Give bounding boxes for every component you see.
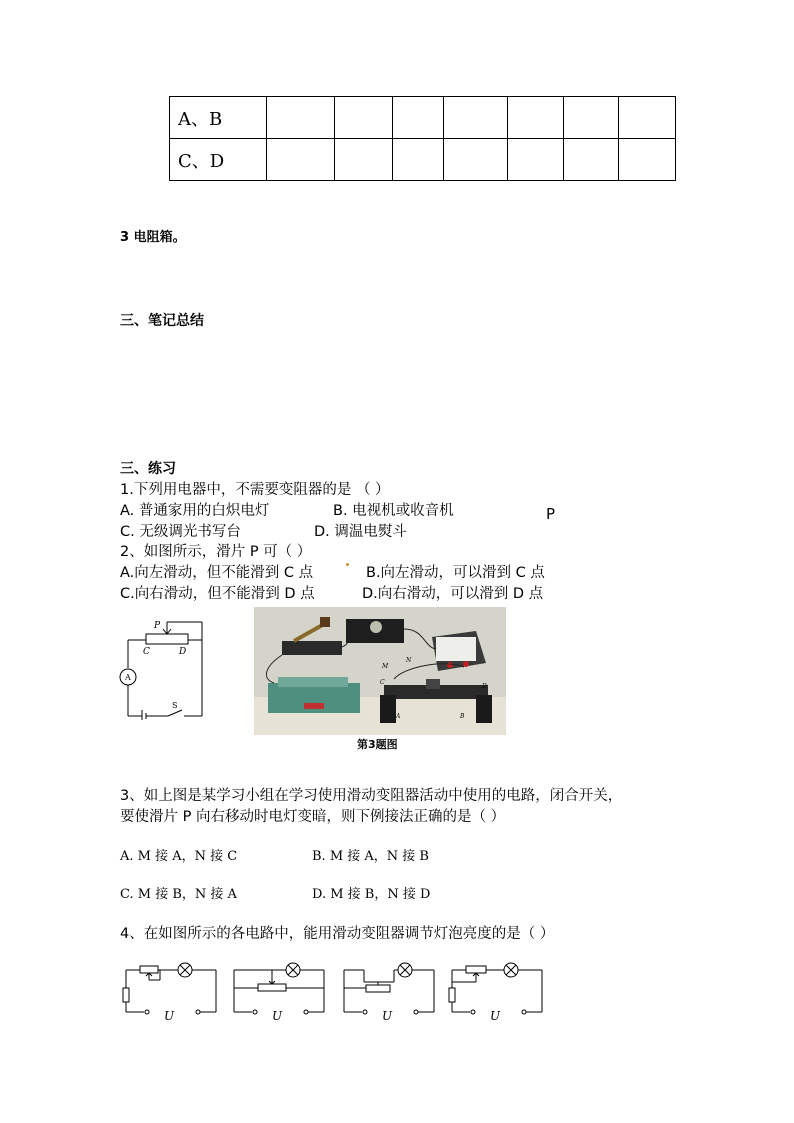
q3-option-c: C. M 接 B，N 接 A	[120, 887, 237, 902]
orange-dot	[346, 563, 349, 566]
q2-option-d: D.向右滑动，可以滑到 D 点	[362, 586, 544, 602]
table-cell	[619, 97, 676, 139]
q1-option-b: B. 电视机或收音机	[333, 503, 454, 519]
q2-option-c: C.向右滑动，但不能滑到 D 点	[120, 586, 315, 602]
row-label: C、D	[170, 139, 267, 181]
photo-label-a: A	[396, 713, 401, 720]
table-cell	[564, 139, 619, 181]
table-cell	[508, 139, 564, 181]
practice-heading: 三、练习	[120, 461, 176, 477]
q3-line1: 3、如上图是某学习小组在学习使用滑动变阻器活动中使用的电路，闭合开关，	[120, 788, 623, 804]
connection-table	[169, 96, 676, 181]
row-label: A、B	[170, 97, 267, 139]
u-label: U	[272, 1009, 283, 1023]
u-label: U	[382, 1009, 393, 1023]
q1-option-a: A. 普通家用的白炽电灯	[120, 503, 270, 519]
photo-label-n: N	[406, 657, 412, 664]
notes-heading: 三、笔记总结	[120, 313, 204, 329]
circuit-c	[344, 963, 434, 1014]
u-label: U	[164, 1009, 175, 1023]
table-cell	[508, 97, 564, 139]
q1-stem: 1.下列用电器中，不需要变阻器的是 （ ）	[120, 482, 390, 498]
q3-option-d: D. M 接 B，N 接 D	[312, 887, 431, 902]
table-cell	[335, 139, 393, 181]
ammeter-label: A	[125, 673, 131, 682]
q2-stem: 2、如图所示，滑片 P 可（ ）	[120, 544, 312, 560]
q4-circuit-diagrams	[120, 958, 550, 1024]
circuit-d	[449, 963, 542, 1014]
circuit-b	[234, 963, 324, 1014]
u-label: U	[490, 1009, 501, 1023]
photo-caption: 第3题图	[357, 738, 398, 751]
q1-option-d: D. 调温电熨斗	[314, 524, 407, 540]
rheostat-circuit-diagram	[116, 616, 212, 720]
q1-option-c: C. 无级调光书写台	[120, 524, 241, 540]
table-cell	[444, 139, 508, 181]
q2-option-a: A.向左滑动，但不能滑到 C 点	[120, 565, 314, 581]
table-cell	[619, 139, 676, 181]
photo-label-m: M	[382, 663, 389, 670]
table-cell	[267, 139, 335, 181]
table-cell	[335, 97, 393, 139]
label-s: S	[172, 701, 178, 710]
q4-stem: 4、在如图所示的各电路中，能用滑动变阻器调节灯泡亮度的是（ ）	[120, 926, 555, 942]
photo-label-b: B	[460, 713, 465, 720]
stray-p-label: P	[546, 505, 556, 523]
experiment-photo	[254, 607, 506, 735]
section-resistance-box: 3 电阻箱。	[120, 230, 186, 245]
label-p: P	[154, 621, 161, 631]
photo-label-c: C	[380, 679, 385, 686]
circuit-a	[123, 963, 216, 1014]
table-cell	[564, 97, 619, 139]
table-row	[170, 97, 676, 139]
q2-option-b: B.向左滑动，可以滑到 C 点	[366, 565, 545, 581]
q3-option-a: A. M 接 A，N 接 C	[120, 849, 238, 864]
q3-line2: 要使滑片 P 向右移动时电灯变暗，则下例接法正确的是（ ）	[120, 809, 506, 825]
table-row	[170, 139, 676, 181]
table-cell	[393, 139, 444, 181]
label-c: C	[143, 647, 150, 657]
table-cell	[444, 97, 508, 139]
table-cell	[393, 97, 444, 139]
photo-label-d: D	[482, 683, 487, 690]
q3-option-b: B. M 接 A，N 接 B	[312, 849, 429, 864]
label-d: D	[179, 647, 187, 657]
table-cell	[267, 97, 335, 139]
